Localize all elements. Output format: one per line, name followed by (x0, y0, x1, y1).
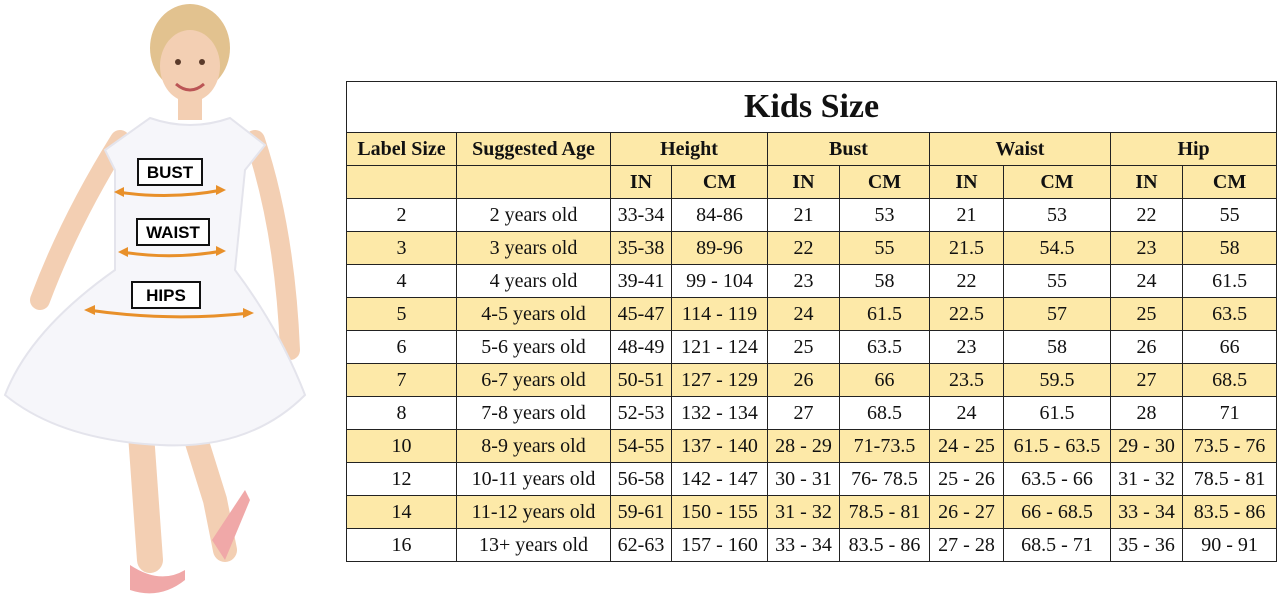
table-cell: 24 (1111, 265, 1183, 298)
table-row (347, 199, 1277, 232)
table-row (347, 430, 1277, 463)
table-cell: 35-38 (611, 232, 672, 265)
header-bust: Bust (768, 133, 930, 166)
table-cell: 52-53 (611, 397, 672, 430)
table-cell: 22.5 (930, 298, 1004, 331)
table-cell: 66 (1183, 331, 1277, 364)
table-cell: 29 - 30 (1111, 430, 1183, 463)
unit-blank (347, 166, 457, 199)
unit-cell: CM (840, 166, 930, 199)
table-cell: 55 (1004, 265, 1111, 298)
table-row (347, 463, 1277, 496)
table-cell: 132 - 134 (672, 397, 768, 430)
table-cell: 28 (1111, 397, 1183, 430)
table-cell: 78.5 - 81 (1183, 463, 1277, 496)
table-cell: 21 (768, 199, 840, 232)
table-cell: 157 - 160 (672, 529, 768, 562)
table-cell: 84-86 (672, 199, 768, 232)
table-cell: 5-6 years old (457, 331, 611, 364)
table-cell: 21 (930, 199, 1004, 232)
table-cell: 58 (1004, 331, 1111, 364)
unit-cell: CM (1004, 166, 1111, 199)
table-row (347, 265, 1277, 298)
table-cell: 121 - 124 (672, 331, 768, 364)
unit-cell: IN (768, 166, 840, 199)
table-cell: 33 - 34 (768, 529, 840, 562)
table-cell: 71 (1183, 397, 1277, 430)
table-cell: 59-61 (611, 496, 672, 529)
table-cell: 99 - 104 (672, 265, 768, 298)
table-cell: 53 (840, 199, 930, 232)
table-cell: 142 - 147 (672, 463, 768, 496)
title-row (347, 82, 1277, 133)
unit-blank (457, 166, 611, 199)
unit-row (347, 166, 1277, 199)
table-cell: 137 - 140 (672, 430, 768, 463)
table-cell: 78.5 - 81 (840, 496, 930, 529)
table-cell: 61.5 - 63.5 (1004, 430, 1111, 463)
table-cell: 6-7 years old (457, 364, 611, 397)
table-cell: 35 - 36 (1111, 529, 1183, 562)
header-label-size: Label Size (347, 133, 457, 166)
table-cell: 33-34 (611, 199, 672, 232)
table-cell: 11-12 years old (457, 496, 611, 529)
unit-cell: CM (672, 166, 768, 199)
table-cell: 68.5 - 71 (1004, 529, 1111, 562)
table-cell: 31 - 32 (1111, 463, 1183, 496)
table-cell: 7-8 years old (457, 397, 611, 430)
table-cell: 53 (1004, 199, 1111, 232)
table-cell: 150 - 155 (672, 496, 768, 529)
table-row (347, 529, 1277, 562)
header-height: Height (611, 133, 768, 166)
table-cell: 23 (930, 331, 1004, 364)
table-cell: 66 (840, 364, 930, 397)
table-cell: 12 (347, 463, 457, 496)
table-cell: 63.5 (1183, 298, 1277, 331)
table-cell: 76- 78.5 (840, 463, 930, 496)
table-cell: 3 (347, 232, 457, 265)
header-row (347, 133, 1277, 166)
table-cell: 3 years old (457, 232, 611, 265)
table-cell: 61.5 (840, 298, 930, 331)
table-cell: 25 - 26 (930, 463, 1004, 496)
table-cell: 71-73.5 (840, 430, 930, 463)
table-cell: 24 (768, 298, 840, 331)
table-cell: 22 (768, 232, 840, 265)
table-cell: 7 (347, 364, 457, 397)
table-row (347, 364, 1277, 397)
table-row (347, 232, 1277, 265)
table-cell: 68.5 (840, 397, 930, 430)
table-title: Kids Size (347, 82, 1277, 133)
table-cell: 10 (347, 430, 457, 463)
table-cell: 10-11 years old (457, 463, 611, 496)
table-cell: 22 (1111, 199, 1183, 232)
table-cell: 26 (1111, 331, 1183, 364)
table-cell: 48-49 (611, 331, 672, 364)
table-cell: 5 (347, 298, 457, 331)
table-cell: 63.5 (840, 331, 930, 364)
table-cell: 30 - 31 (768, 463, 840, 496)
table-cell: 61.5 (1183, 265, 1277, 298)
table-cell: 24 - 25 (930, 430, 1004, 463)
table-cell: 55 (840, 232, 930, 265)
unit-cell: IN (930, 166, 1004, 199)
table-cell: 2 (347, 199, 457, 232)
bust-label: BUST (146, 163, 194, 182)
hips-label: HIPS (146, 286, 186, 305)
table-cell: 62-63 (611, 529, 672, 562)
table-cell: 4 years old (457, 265, 611, 298)
table-cell: 63.5 - 66 (1004, 463, 1111, 496)
waist-label: WAIST (146, 223, 200, 242)
table-cell: 58 (1183, 232, 1277, 265)
table-cell: 24 (930, 397, 1004, 430)
table-cell: 25 (768, 331, 840, 364)
table-cell: 55 (1183, 199, 1277, 232)
table-cell: 54.5 (1004, 232, 1111, 265)
unit-cell: IN (611, 166, 672, 199)
table-cell: 39-41 (611, 265, 672, 298)
table-cell: 23 (768, 265, 840, 298)
table-cell: 25 (1111, 298, 1183, 331)
table-cell: 8-9 years old (457, 430, 611, 463)
table-cell: 23.5 (930, 364, 1004, 397)
table-cell: 73.5 - 76 (1183, 430, 1277, 463)
table-cell: 27 (768, 397, 840, 430)
table-cell: 50-51 (611, 364, 672, 397)
table-row (347, 397, 1277, 430)
table-cell: 16 (347, 529, 457, 562)
table-cell: 27 (1111, 364, 1183, 397)
table-cell: 8 (347, 397, 457, 430)
table-cell: 90 - 91 (1183, 529, 1277, 562)
table-cell: 2 years old (457, 199, 611, 232)
table-cell: 26 - 27 (930, 496, 1004, 529)
table-cell: 4 (347, 265, 457, 298)
table-cell: 22 (930, 265, 1004, 298)
table-row (347, 298, 1277, 331)
table-cell: 59.5 (1004, 364, 1111, 397)
table-cell: 6 (347, 331, 457, 364)
size-chart-table (346, 81, 1277, 562)
model-illustration (0, 0, 330, 612)
table-cell: 56-58 (611, 463, 672, 496)
table-cell: 127 - 129 (672, 364, 768, 397)
table-cell: 83.5 - 86 (840, 529, 930, 562)
table-cell: 28 - 29 (768, 430, 840, 463)
table-cell: 31 - 32 (768, 496, 840, 529)
table-cell: 45-47 (611, 298, 672, 331)
table-row (347, 496, 1277, 529)
table-cell: 26 (768, 364, 840, 397)
table-cell: 13+ years old (457, 529, 611, 562)
table-cell: 27 - 28 (930, 529, 1004, 562)
table-cell: 54-55 (611, 430, 672, 463)
table-cell: 14 (347, 496, 457, 529)
header-suggested-age: Suggested Age (457, 133, 611, 166)
table-cell: 23 (1111, 232, 1183, 265)
table-cell: 57 (1004, 298, 1111, 331)
table-cell: 61.5 (1004, 397, 1111, 430)
table-cell: 58 (840, 265, 930, 298)
table-row (347, 331, 1277, 364)
table-cell: 89-96 (672, 232, 768, 265)
table-cell: 83.5 - 86 (1183, 496, 1277, 529)
header-waist: Waist (930, 133, 1111, 166)
header-hip: Hip (1111, 133, 1277, 166)
table-cell: 68.5 (1183, 364, 1277, 397)
table-cell: 4-5 years old (457, 298, 611, 331)
table-cell: 33 - 34 (1111, 496, 1183, 529)
table-cell: 66 - 68.5 (1004, 496, 1111, 529)
unit-cell: CM (1183, 166, 1277, 199)
unit-cell: IN (1111, 166, 1183, 199)
table-cell: 21.5 (930, 232, 1004, 265)
table-cell: 114 - 119 (672, 298, 768, 331)
